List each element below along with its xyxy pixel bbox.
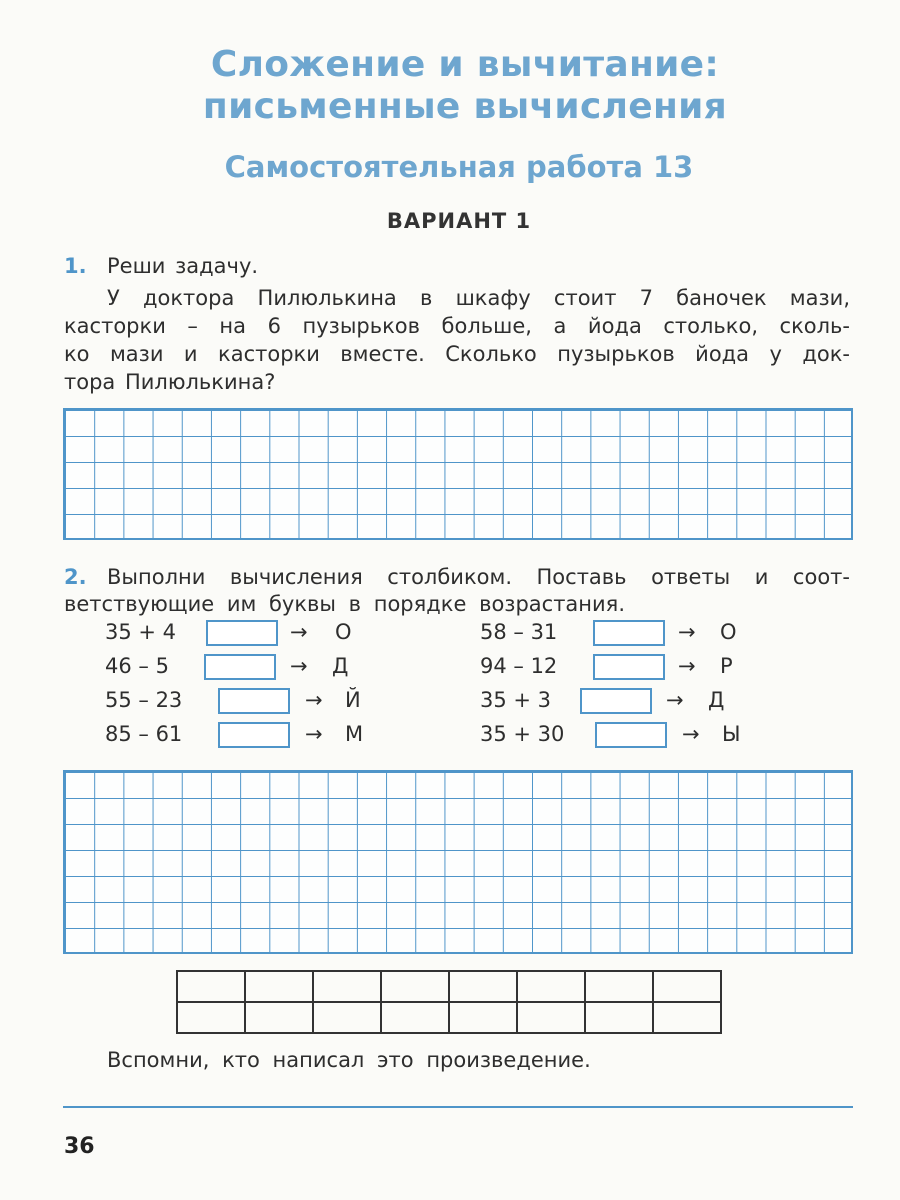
task-1-answer-grid[interactable] (63, 408, 853, 540)
arrow-icon: → (666, 688, 684, 712)
example-right-1-letter: О (720, 620, 737, 644)
example-right-3-answer-box[interactable] (580, 688, 652, 714)
answer-cell[interactable] (449, 1002, 517, 1033)
answer-cell[interactable] (585, 1002, 653, 1033)
task-2-calculation-grid[interactable] (63, 770, 853, 954)
example-right-4-expression: 35 + 30 (480, 722, 565, 746)
example-left-4-expression: 85 – 61 (105, 722, 183, 746)
arrow-icon: → (305, 722, 323, 746)
answer-cell[interactable] (449, 971, 517, 1002)
answer-cell[interactable] (177, 1002, 245, 1033)
example-right-3-letter: Д (708, 688, 725, 712)
arrow-icon: → (682, 722, 700, 746)
example-right-4-letter: Ы (722, 722, 741, 746)
page-title-line-1: Сложение и вычитание: (210, 44, 720, 85)
answer-cell[interactable] (653, 971, 721, 1002)
task-1-problem-line-1: У доктора Пилюлькина в шкафу стоит 7 баночек мази, (107, 286, 850, 310)
answer-cell[interactable] (245, 971, 313, 1002)
task-2-instruction-line-1: Выполни вычисления столбиком. Поставь ответы и соот- (107, 565, 850, 589)
example-left-1-answer-box[interactable] (206, 620, 278, 646)
answer-cell[interactable] (313, 1002, 381, 1033)
task-1-number: 1. (64, 254, 87, 278)
answer-row-numbers (177, 971, 721, 1002)
page-title-line-2: письменные вычисления (202, 86, 728, 127)
answer-letters-table (176, 970, 722, 1034)
example-right-2-letter: Р (720, 654, 733, 678)
example-right-2-answer-box[interactable] (593, 654, 665, 680)
answer-cell[interactable] (245, 1002, 313, 1033)
arrow-icon: → (305, 688, 323, 712)
task-2-instruction-line-2: ветствующие им буквы в порядке возрастания. (64, 592, 625, 616)
task-2-number: 2. (64, 565, 87, 589)
example-left-4-answer-box[interactable] (218, 722, 290, 748)
page-number: 36 (64, 1134, 95, 1159)
example-right-3-expression: 35 + 3 (480, 688, 552, 712)
example-right-1-expression: 58 – 31 (480, 620, 558, 644)
example-left-1-letter: О (335, 620, 352, 644)
page-subtitle: Самостоятельная работа 13 (224, 150, 694, 184)
arrow-icon: → (290, 654, 308, 678)
task-1-problem-line-2: касторки – на 6 пузырьков больше, а йода столько, сколь- (64, 314, 850, 338)
arrow-icon: → (678, 620, 696, 644)
answer-row-letters (177, 1002, 721, 1033)
example-left-2-letter: Д (332, 654, 349, 678)
answer-cell[interactable] (313, 971, 381, 1002)
example-right-1-answer-box[interactable] (593, 620, 665, 646)
example-left-2-answer-box[interactable] (204, 654, 276, 680)
bottom-divider (63, 1106, 853, 1108)
answer-cell[interactable] (381, 971, 449, 1002)
variant-heading: ВАРИАНТ 1 (386, 209, 532, 233)
example-left-1-expression: 35 + 4 (105, 620, 177, 644)
task-2-footer-note: Вспомни, кто написал это произведение. (107, 1048, 591, 1072)
example-left-2-expression: 46 – 5 (105, 654, 169, 678)
answer-cell[interactable] (177, 971, 245, 1002)
example-right-2-expression: 94 – 12 (480, 654, 558, 678)
example-left-3-expression: 55 – 23 (105, 688, 183, 712)
arrow-icon: → (290, 620, 308, 644)
answer-cell[interactable] (585, 971, 653, 1002)
example-left-3-answer-box[interactable] (218, 688, 290, 714)
answer-cell[interactable] (381, 1002, 449, 1033)
arrow-icon: → (678, 654, 696, 678)
example-left-4-letter: М (345, 722, 364, 746)
task-1-instruction: Реши задачу. (107, 254, 259, 278)
answer-cell[interactable] (517, 1002, 585, 1033)
example-left-3-letter: Й (345, 688, 361, 712)
task-1-problem-line-3: ко мази и касторки вместе. Сколько пузырьков йода у док- (64, 342, 850, 366)
answer-cell[interactable] (517, 971, 585, 1002)
example-right-4-answer-box[interactable] (595, 722, 667, 748)
task-1-problem-line-4: тора Пилюлькина? (64, 370, 276, 394)
answer-cell[interactable] (653, 1002, 721, 1033)
